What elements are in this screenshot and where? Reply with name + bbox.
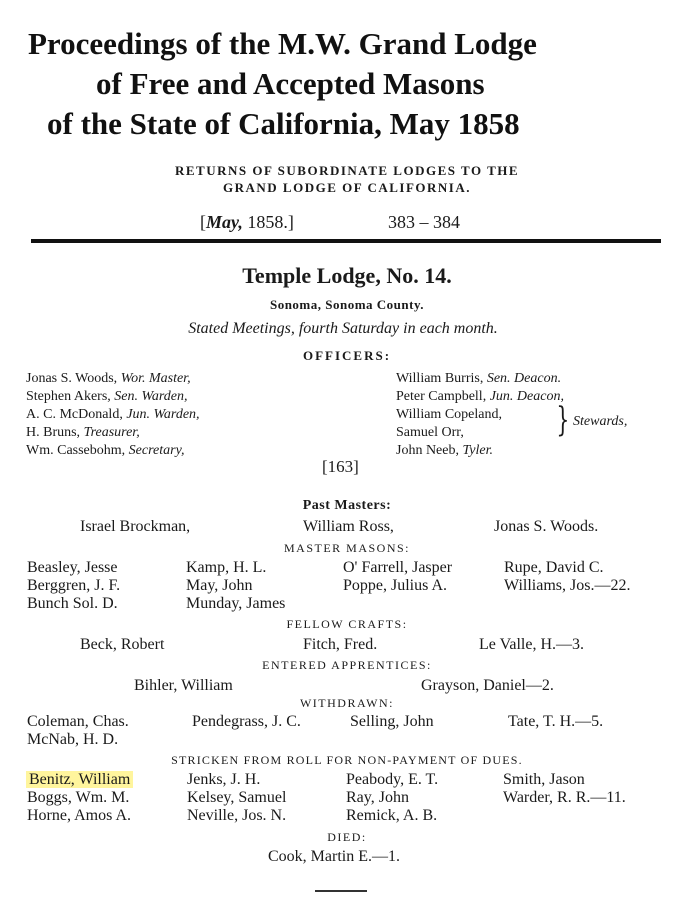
- member-name: Beasley, Jesse: [27, 559, 118, 576]
- date-reference: [200, 212, 294, 233]
- officer-row: [396, 388, 564, 406]
- officer-row: [396, 424, 564, 442]
- member-name: Berggren, J. F.: [27, 577, 121, 594]
- officer-title: Sen. Deacon.: [486, 371, 562, 386]
- highlighted-name: Benitz, William: [26, 771, 133, 788]
- member-name: Jenks, J. H.: [187, 771, 261, 788]
- officer-name: A. C. McDonald,: [26, 407, 123, 422]
- member-name: Munday, James: [186, 595, 286, 612]
- document-title-line-3: of the State of California, May 1858: [47, 106, 520, 141]
- member-name: Kamp, H. L.: [186, 559, 267, 576]
- officer-title: Tyler.: [462, 443, 493, 458]
- date-month: May,: [206, 212, 243, 232]
- officer-title: Secretary,: [128, 443, 185, 458]
- officer-row: [396, 370, 564, 388]
- officer-name: John Neeb,: [396, 443, 459, 458]
- member-name: Poppe, Julius A.: [343, 577, 448, 594]
- stricken-heading: STRICKEN FROM ROLL FOR NON-PAYMENT OF DUES.: [171, 753, 523, 767]
- date-year: 1858.]: [242, 212, 294, 232]
- member-name: Cook, Martin E.—1.: [268, 848, 400, 865]
- member-name: Bihler, William: [134, 677, 233, 694]
- master-masons-heading: MASTER MASONS:: [283, 541, 411, 555]
- fellow-crafts-heading: FELLOW CRAFTS:: [286, 617, 408, 631]
- officer-title: Jun. Deacon,: [489, 389, 564, 404]
- member-name: Grayson, Daniel—2.: [421, 677, 554, 694]
- died-heading: DIED:: [327, 830, 367, 844]
- withdrawn-heading: WITHDRAWN:: [299, 696, 395, 710]
- member-name: Rupe, David C.: [504, 559, 604, 576]
- member-name: Beck, Robert: [80, 636, 165, 653]
- member-name: O' Farrell, Jasper: [343, 559, 453, 576]
- document-title-line-2: of Free and Accepted Masons: [96, 66, 485, 101]
- officer-name: Stephen Akers,: [26, 389, 111, 404]
- officers-heading: OFFICERS:: [302, 348, 392, 363]
- member-name: May, John: [186, 577, 253, 594]
- member-name: Remick, A. B.: [346, 807, 438, 824]
- member-name: McNab, H. D.: [27, 731, 119, 748]
- member-name: Boggs, Wm. M.: [27, 789, 130, 806]
- member-name: Horne, Amos A.: [27, 807, 131, 824]
- officer-title: Wor. Master,: [120, 371, 191, 386]
- member-name: Pendegrass, J. C.: [192, 713, 301, 730]
- lodge-location: Sonoma, Sonoma County.: [269, 297, 425, 312]
- document-title-line-1: Proceedings of the M.W. Grand Lodge: [28, 26, 537, 61]
- page-range: 383 – 384: [388, 212, 460, 232]
- member-name: Fitch, Fred.: [303, 636, 378, 653]
- returns-heading-line-1: RETURNS OF SUBORDINATE LODGES TO THE: [174, 163, 520, 178]
- lodge-name: Temple Lodge, No. 14.: [242, 263, 452, 288]
- end-rule: [315, 890, 367, 892]
- member-name: Ray, John: [346, 789, 409, 806]
- officer-row: [396, 442, 564, 460]
- officers-right-column: [396, 370, 564, 460]
- officer-name: William Copeland,: [396, 407, 502, 422]
- member-name: Coleman, Chas.: [27, 713, 129, 730]
- past-master-name: Israel Brockman,: [80, 518, 191, 535]
- member-name: Selling, John: [350, 713, 434, 730]
- officer-title: Treasurer,: [83, 425, 140, 440]
- member-name: Kelsey, Samuel: [187, 789, 287, 806]
- stewards-brace-icon: }: [556, 400, 570, 440]
- officer-row: [26, 442, 200, 460]
- officer-row: [26, 424, 200, 442]
- member-name: Peabody, E. T.: [346, 771, 439, 788]
- officer-row: [396, 406, 564, 424]
- header-rule: [31, 239, 661, 243]
- returns-heading-line-2: GRAND LODGE OF CALIFORNIA.: [223, 180, 471, 195]
- page-number: [163]: [322, 457, 359, 476]
- officer-name: Samuel Orr,: [396, 425, 464, 440]
- past-masters-heading: Past Masters:: [302, 498, 392, 513]
- officer-name: Peter Campbell,: [396, 389, 487, 404]
- past-master-name: Jonas S. Woods.: [494, 518, 599, 535]
- officer-row: [26, 406, 200, 424]
- member-name: Neville, Jos. N.: [187, 807, 287, 824]
- member-name: Williams, Jos.—22.: [504, 577, 631, 594]
- member-name: Le Valle, H.—3.: [479, 636, 585, 653]
- member-name: Smith, Jason: [503, 771, 585, 788]
- officer-row: [26, 388, 200, 406]
- officer-name: Jonas S. Woods,: [26, 371, 118, 386]
- member-name: Tate, T. H.—5.: [508, 713, 604, 730]
- member-name: Bunch Sol. D.: [27, 595, 118, 612]
- officer-name: H. Bruns,: [26, 425, 81, 440]
- officer-name: William Burris,: [396, 371, 484, 386]
- past-master-name: William Ross,: [303, 518, 394, 535]
- officer-title: Jun. Warden,: [126, 407, 200, 422]
- member-name-highlighted: [29, 771, 133, 789]
- officer-name: Wm. Cassebohm,: [26, 443, 126, 458]
- entered-apprentices-heading: ENTERED APPRENTICES:: [262, 658, 432, 672]
- officer-title: Sen. Warden,: [114, 389, 188, 404]
- date-open-bracket: [: [200, 212, 206, 232]
- member-name: Warder, R. R.—11.: [503, 789, 626, 806]
- stewards-label: Stewards,: [573, 414, 628, 429]
- officers-left-column: [26, 370, 200, 460]
- lodge-meetings: Stated Meetings, fourth Saturday in each month.: [188, 320, 498, 337]
- officer-row: [26, 370, 200, 388]
